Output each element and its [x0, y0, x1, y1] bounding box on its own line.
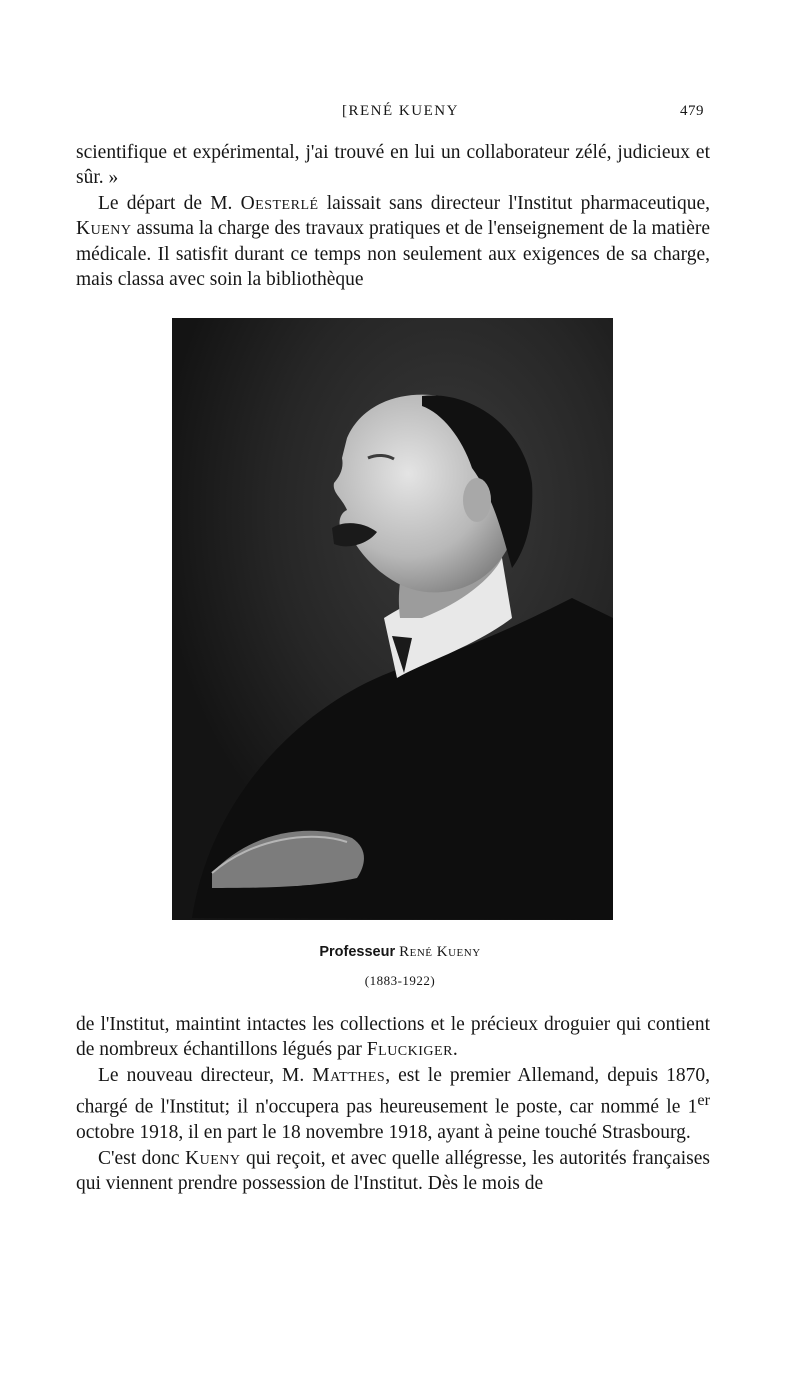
- text-run: octobre 1918, il en part le 18 novembre 1918, ayant à peine touché Strasbourg.: [76, 1122, 691, 1144]
- figure-caption: [0, 944, 800, 961]
- paragraph: [76, 1146, 710, 1197]
- portrait-photo: [172, 318, 613, 920]
- text-block-bottom: [76, 1012, 710, 1196]
- page-number: 479: [680, 103, 704, 119]
- text-run: , est le premier Allemand, depuis 1870, chargé de l'Institut; il n'occupera pas heureusement le poste, car nommé le 1: [76, 1064, 710, 1118]
- person-name: Oesterlé: [240, 192, 319, 214]
- page-header: [0, 103, 800, 125]
- text-run: .: [452, 1039, 458, 1061]
- running-title: [RENÉ KUENY: [342, 103, 459, 119]
- text-run: qui reçoit, et avec quelle allégresse, les autorités françaises qui viennent prendre possession de l'Institut. Dès le mois de: [76, 1147, 710, 1194]
- text-run: laissait sans directeur l'Institut pharmaceutique,: [318, 192, 710, 214]
- text-run: Le nouveau directeur, M.: [98, 1064, 313, 1086]
- paragraph: [76, 1012, 710, 1063]
- caption-dates: (1883-1922): [364, 973, 436, 988]
- text-block-top: [76, 140, 710, 292]
- superscript: er: [697, 1091, 710, 1110]
- text-run: C'est donc: [98, 1147, 186, 1169]
- text-run: assuma la charge des travaux pratiques et de l'enseignement de la matière médicale. Il satisfit durant ce temps non seulement aux exigences de sa charge, mais classa avec soin la bibliothèque: [76, 218, 710, 291]
- text-run: de l'Institut, maintint intactes les collections et le précieux droguier qui contient de nombreux échantillons légués par: [76, 1014, 710, 1061]
- person-name: Matthes: [312, 1064, 386, 1086]
- caption-person-name: René Kueny: [399, 944, 481, 960]
- paragraph: [76, 191, 710, 293]
- text-run: Le départ de M.: [98, 192, 241, 214]
- paragraph: [76, 1063, 710, 1146]
- person-name: Kueny: [76, 218, 132, 240]
- caption-prefix: Professeur: [319, 944, 400, 960]
- paragraph: scientifique et expérimental, j'ai trouvé en lui un collaborateur zélé, judicieux et sûr. »: [76, 142, 710, 189]
- person-name: Fluckiger: [366, 1039, 453, 1061]
- person-name: Kueny: [185, 1147, 241, 1169]
